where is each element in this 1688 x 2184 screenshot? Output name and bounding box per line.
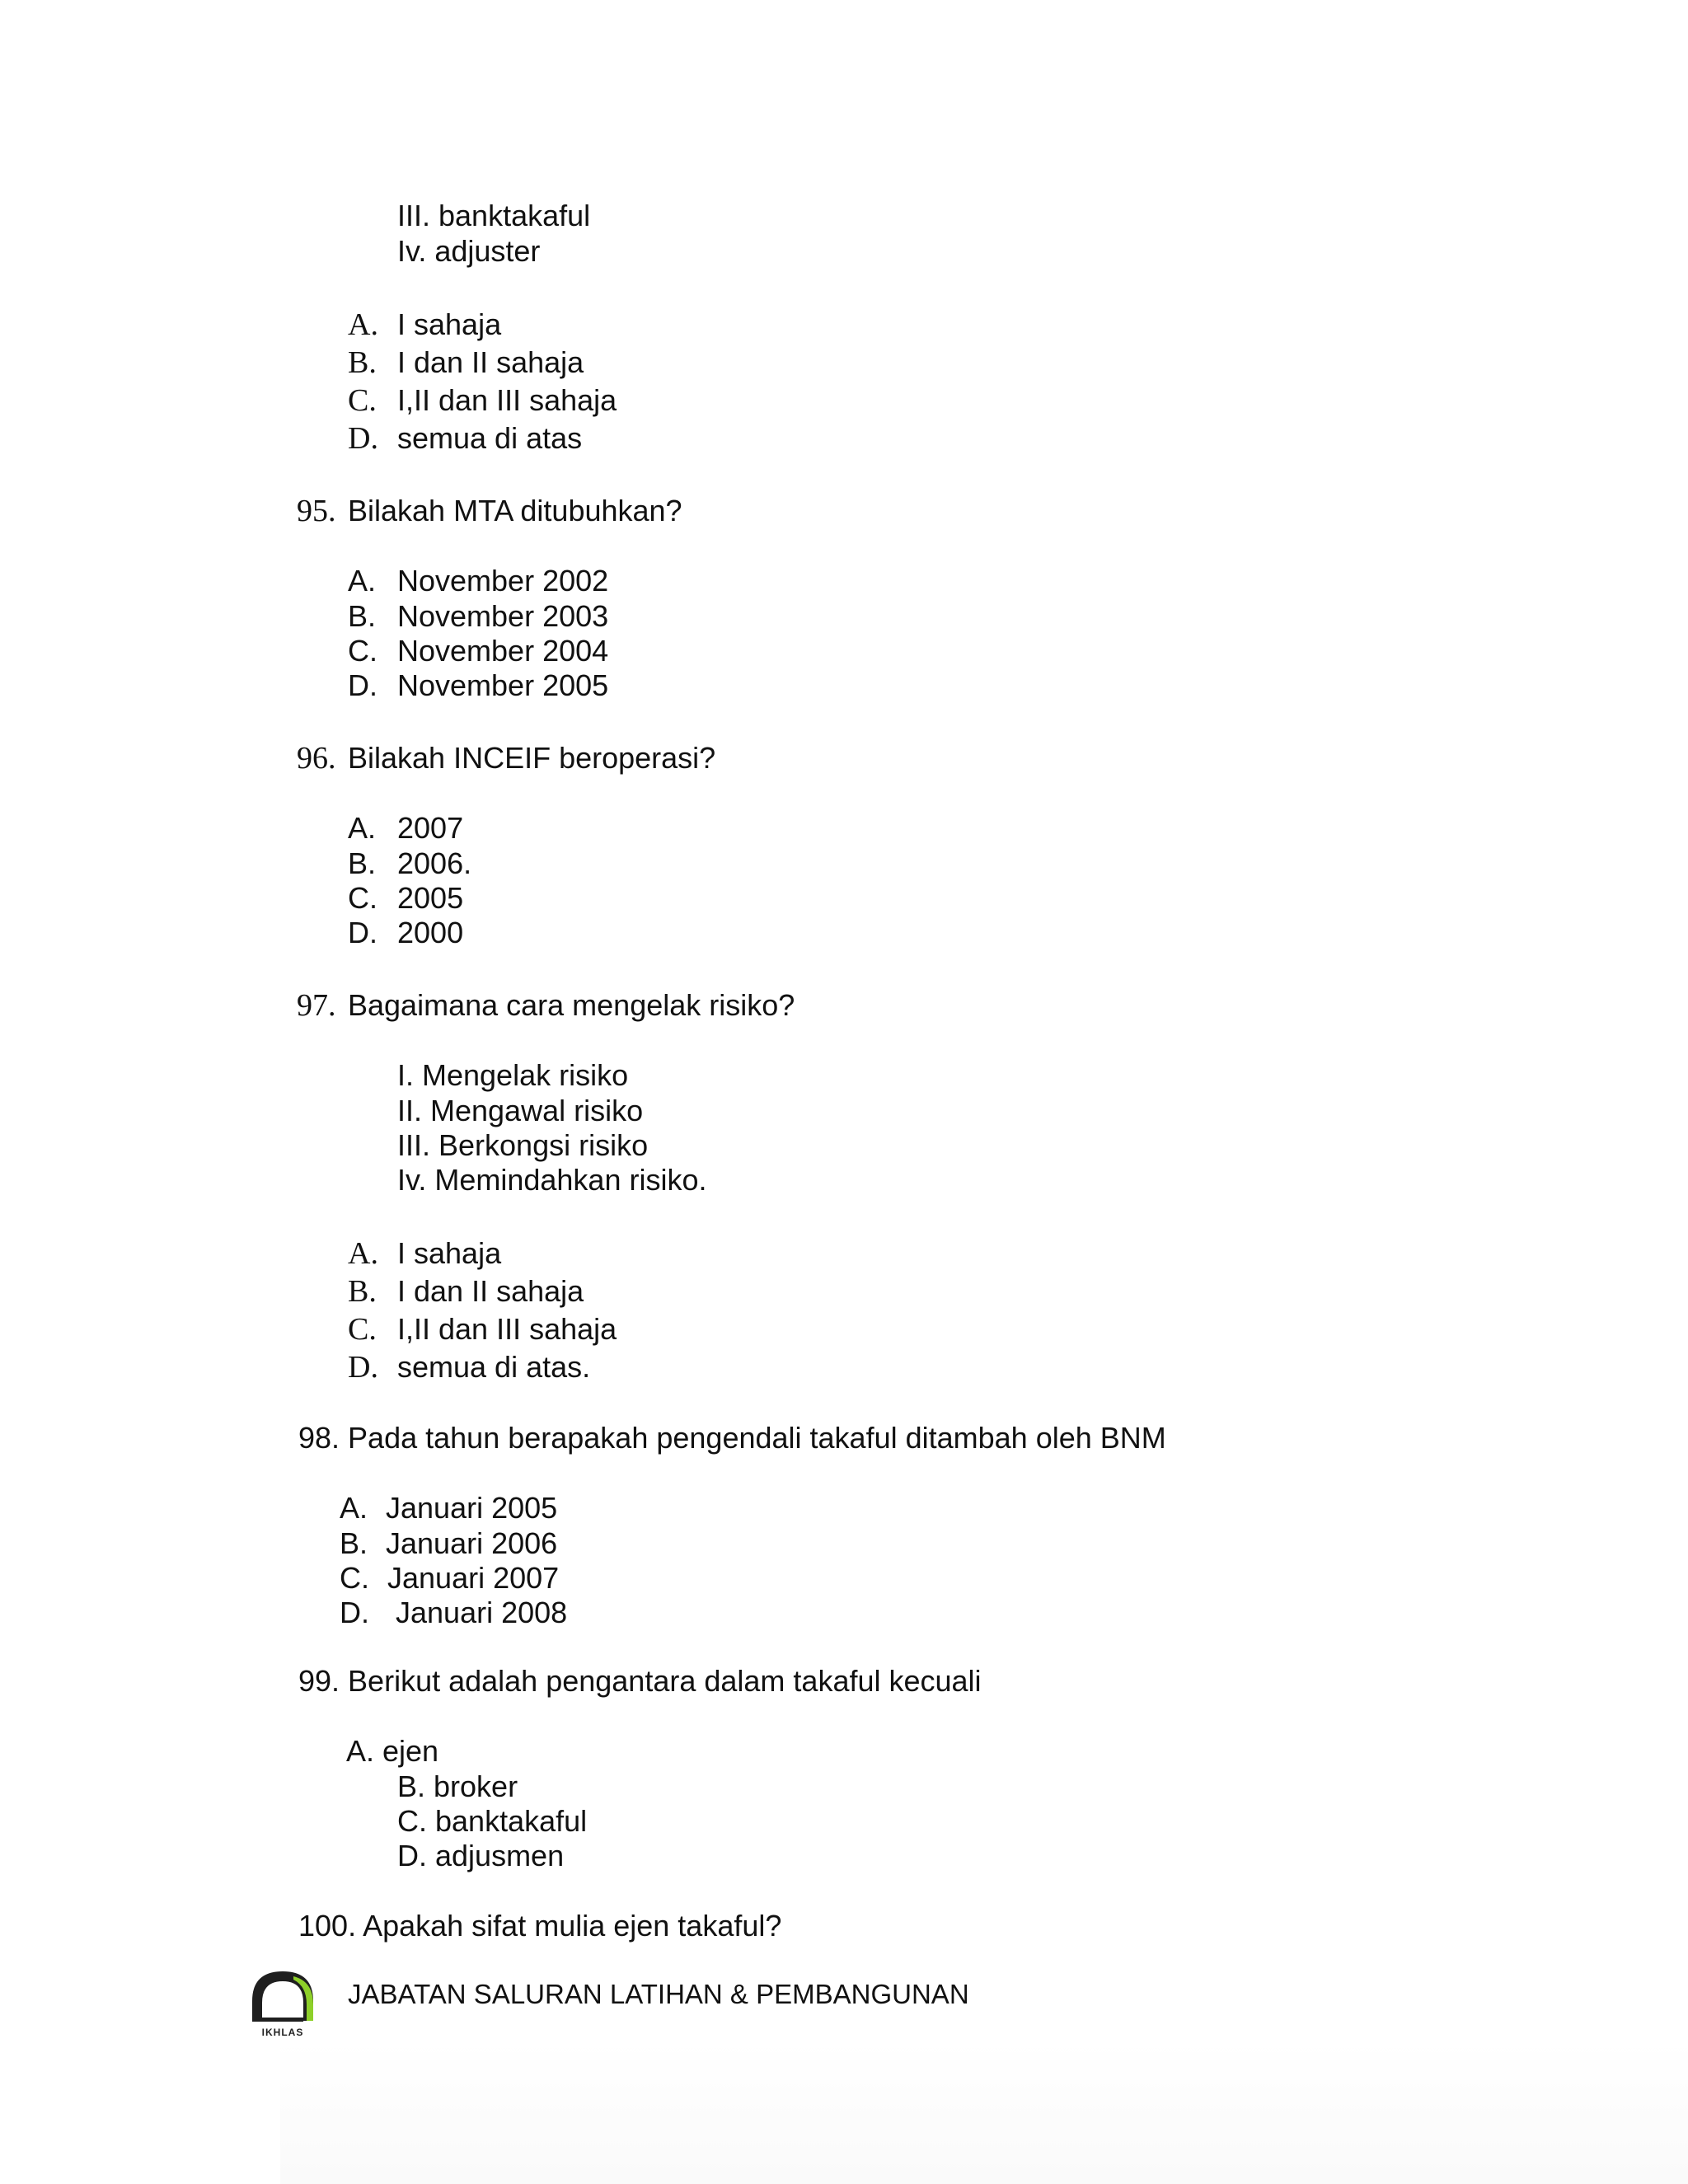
q95-option-c: November 2004 — [397, 634, 609, 668]
q97-option-b-letter: B. — [348, 1274, 377, 1309]
q95-number: 95. — [297, 494, 336, 528]
q98-question: 98. Pada tahun berapakah pengendali takaful ditambah oleh BNM — [298, 1421, 1166, 1455]
q96-option-c: 2005 — [397, 881, 464, 915]
q95-option-c-letter: C. — [348, 634, 377, 668]
q98-option-b: Januari 2006 — [386, 1526, 558, 1560]
q97-option-b: I dan II sahaja — [397, 1274, 584, 1308]
q94-item-3: III. banktakaful — [397, 199, 591, 232]
q97-item-4: Iv. Memindahkan risiko. — [397, 1163, 707, 1197]
q95-option-a: November 2002 — [397, 564, 609, 598]
q98-option-d-letter: D. — [340, 1596, 369, 1629]
q97-item-2: II. Mengawal risiko — [397, 1094, 644, 1127]
q96-option-c-letter: C. — [348, 881, 377, 915]
q97-question: Bagaimana cara mengelak risiko? — [348, 988, 795, 1022]
q95-question: Bilakah MTA ditubuhkan? — [348, 494, 682, 527]
q99-option-c: C. banktakaful — [397, 1804, 588, 1838]
q95-option-d: November 2005 — [397, 668, 609, 702]
q96-option-d-letter: D. — [348, 916, 377, 949]
q95-option-a-letter: A. — [348, 564, 377, 598]
q98-option-a: Januari 2005 — [386, 1491, 558, 1525]
q94-option-d: semua di atas — [397, 421, 583, 455]
q97-option-d: semua di atas. — [397, 1350, 591, 1384]
q97-option-c-letter: C. — [348, 1312, 377, 1347]
q94-option-b: I dan II sahaja — [397, 345, 584, 379]
q97-number: 97. — [297, 988, 336, 1023]
q94-item-4: Iv. adjuster — [397, 234, 541, 268]
footer-org-name: JABATAN SALURAN LATIHAN & PEMBANGUNAN — [348, 1979, 969, 2009]
q96-option-b: 2006. — [397, 846, 472, 880]
q99-option-a: A. ejen — [346, 1734, 439, 1768]
q95-option-b: November 2003 — [397, 599, 609, 633]
q97-option-c: I,II dan III sahaja — [397, 1312, 617, 1346]
q96-option-a-letter: A. — [348, 811, 377, 845]
q98-option-b-letter: B. — [340, 1526, 368, 1560]
q95-option-b-letter: B. — [348, 599, 377, 633]
page-shade — [280, 2040, 1688, 2184]
q97-option-a-letter: A. — [348, 1236, 378, 1271]
q97-item-1: I. Mengelak risiko — [397, 1058, 629, 1092]
q98-option-c: Januari 2007 — [387, 1561, 560, 1595]
q94-option-d-letter: D. — [348, 421, 378, 456]
q98-option-c-letter: C. — [340, 1561, 369, 1595]
q94-option-c-letter: C. — [348, 383, 377, 418]
q96-number: 96. — [297, 741, 336, 776]
q96-option-d: 2000 — [397, 916, 464, 949]
q97-option-a: I sahaja — [397, 1236, 502, 1270]
q99-option-b: B. broker — [397, 1769, 518, 1803]
q94-option-a: I sahaja — [397, 307, 502, 341]
logo-text: IKHLAS — [261, 2027, 304, 2038]
q99-question: 99. Berikut adalah pengantara dalam takaful kecuali — [298, 1664, 982, 1698]
q99-option-d: D. adjusmen — [397, 1839, 565, 1872]
q100-question: 100. Apakah sifat mulia ejen takaful? — [298, 1909, 782, 1943]
q97-option-d-letter: D. — [348, 1350, 378, 1385]
q94-option-c: I,II dan III sahaja — [397, 383, 617, 417]
q97-item-3: III. Berkongsi risiko — [397, 1128, 649, 1162]
q94-option-b-letter: B. — [348, 345, 377, 380]
q95-option-d-letter: D. — [348, 668, 377, 702]
ikhlas-logo — [249, 1968, 316, 2039]
q98-option-a-letter: A. — [340, 1491, 368, 1525]
arch-icon — [249, 1968, 316, 2039]
q98-option-d: Januari 2008 — [396, 1596, 568, 1629]
q94-option-a-letter: A. — [348, 307, 378, 342]
q96-question: Bilakah INCEIF beroperasi? — [348, 741, 716, 775]
q96-option-a: 2007 — [397, 811, 464, 845]
q96-option-b-letter: B. — [348, 846, 377, 880]
